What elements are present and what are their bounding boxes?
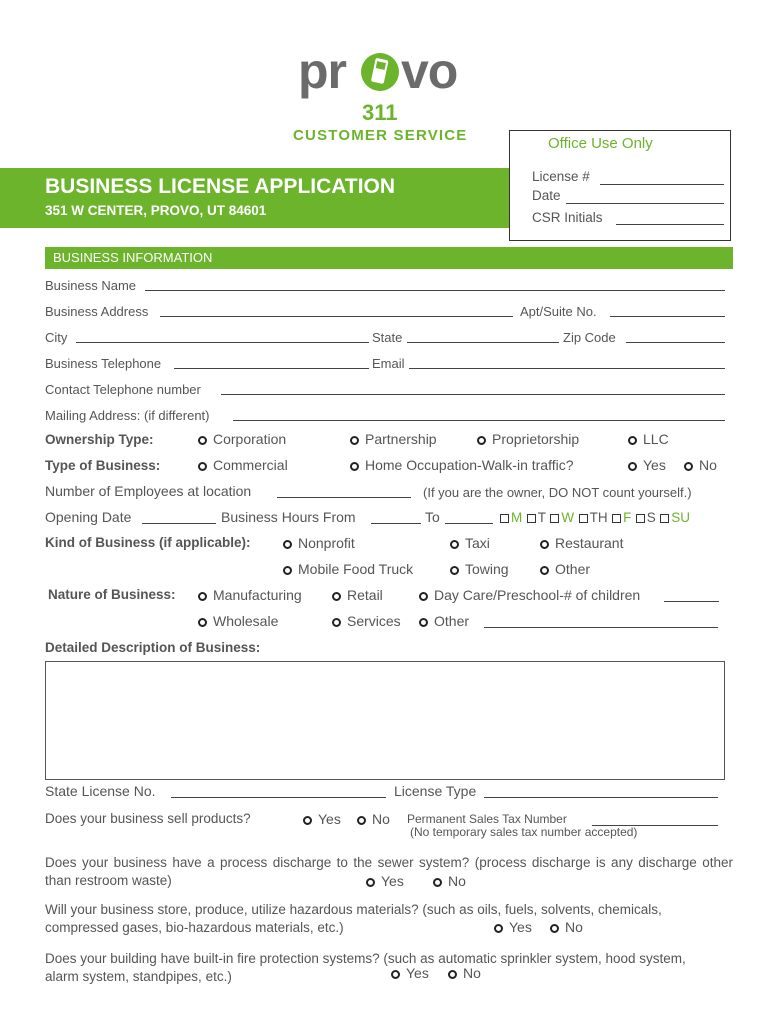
kind-option-taxi[interactable]: Taxi	[450, 535, 490, 551]
type-of-business-label: Type of Business:	[45, 458, 161, 473]
logo-number: 311	[362, 100, 398, 125]
nature-other-line[interactable]	[484, 627, 718, 628]
apt-suite-label: Apt/Suite No.	[520, 304, 597, 319]
fire-protection-no[interactable]: No	[448, 965, 481, 981]
checkbox-icon	[579, 514, 588, 523]
hours-to-line[interactable]	[445, 523, 493, 524]
radio-icon	[550, 924, 559, 933]
city-label: City	[45, 330, 68, 345]
nature-of-business-label: Nature of Business:	[48, 587, 176, 602]
section-bar	[45, 247, 733, 269]
employees-note: (If you are the owner, DO NOT count yourself.)	[423, 485, 692, 500]
zip-label: Zip Code	[563, 330, 616, 345]
radio-icon	[332, 618, 341, 627]
radio-icon	[450, 566, 459, 575]
type-option-commercial[interactable]: Commercial	[198, 457, 288, 473]
csr-initials-label: CSR Initials	[532, 210, 603, 225]
provo-logo-graphic	[298, 42, 478, 102]
business-address-line[interactable]	[160, 316, 513, 317]
nature-option-day-care[interactable]: Day Care/Preschool-# of children	[419, 587, 640, 603]
radio-icon	[350, 436, 359, 445]
checkbox-icon	[500, 514, 509, 523]
fire-protection-question: Does your building have built-in fire protection systems? (such as automatic sprinkler system, hood system, alarm system, standpipes, etc.)	[45, 951, 686, 984]
kind-option-other[interactable]: Other	[540, 561, 590, 577]
hazardous-yes[interactable]: Yes	[494, 919, 532, 935]
radio-icon	[198, 592, 207, 601]
contact-phone-line[interactable]	[221, 394, 725, 395]
state-line[interactable]	[407, 342, 559, 343]
kind-option-nonprofit[interactable]: Nonprofit	[283, 535, 355, 551]
state-label: State	[372, 330, 403, 345]
kind-option-towing[interactable]: Towing	[450, 561, 509, 577]
date-label: Date	[532, 188, 561, 203]
nature-option-manufacturing[interactable]: Manufacturing	[198, 587, 302, 603]
sales-tax-label: Permanent Sales Tax Number	[407, 812, 567, 826]
checkbox-icon	[612, 514, 621, 523]
svg-text:pr: pr	[298, 43, 346, 99]
type-option-home-occupation[interactable]: Home Occupation-Walk-in traffic?	[350, 457, 574, 473]
radio-icon	[366, 878, 375, 887]
city-line[interactable]	[76, 342, 369, 343]
page-title: BUSINESS LICENSE APPLICATION	[45, 175, 396, 198]
walk-in-no[interactable]: No	[684, 457, 717, 473]
days-checkboxes	[500, 509, 690, 527]
day-friday[interactable]: F	[612, 509, 631, 526]
state-license-line[interactable]	[171, 797, 386, 798]
nature-option-wholesale[interactable]: Wholesale	[198, 613, 278, 629]
radio-icon	[198, 436, 207, 445]
date-line[interactable]	[566, 203, 724, 204]
license-number-line[interactable]	[600, 184, 724, 185]
fire-protection-yes[interactable]: Yes	[391, 965, 429, 981]
hazardous-no[interactable]: No	[550, 919, 583, 935]
radio-icon	[540, 540, 549, 549]
title-banner	[0, 168, 509, 228]
radio-icon	[433, 878, 442, 887]
opening-date-label: Opening Date	[45, 509, 132, 525]
day-monday[interactable]: M	[500, 509, 522, 526]
telephone-line[interactable]	[174, 368, 369, 369]
radio-icon	[357, 816, 366, 825]
checkbox-icon	[527, 514, 536, 523]
radio-icon	[391, 970, 400, 979]
radio-icon	[303, 816, 312, 825]
svg-text:vo: vo	[401, 43, 458, 99]
opening-date-line[interactable]	[142, 523, 216, 524]
business-address-label: Business Address	[45, 304, 149, 319]
ownership-option-partnership[interactable]: Partnership	[350, 431, 437, 447]
radio-icon	[540, 566, 549, 575]
office-use-box	[509, 130, 731, 241]
logo-subtitle: CUSTOMER SERVICE	[293, 127, 468, 144]
radio-icon	[198, 618, 207, 627]
hours-from-label: Business Hours From	[221, 509, 356, 525]
radio-icon	[332, 592, 341, 601]
office-use-title: Office Use Only	[548, 135, 653, 152]
employees-line[interactable]	[277, 497, 411, 498]
sewer-question: Does your business have a process discharge to the sewer system? (process discharge is any discharge other than restroom waste)	[45, 855, 733, 888]
day-tuesday[interactable]: T	[527, 509, 546, 526]
day-wednesday[interactable]: W	[550, 509, 574, 526]
radio-icon	[450, 540, 459, 549]
radio-icon	[350, 462, 359, 471]
ownership-option-corporation[interactable]: Corporation	[198, 431, 286, 447]
radio-icon	[283, 540, 292, 549]
ownership-option-proprietorship[interactable]: Proprietorship	[477, 431, 579, 447]
checkbox-icon	[550, 514, 559, 523]
description-textarea[interactable]	[45, 661, 725, 780]
children-count-line[interactable]	[664, 601, 719, 602]
radio-icon	[477, 436, 486, 445]
radio-icon	[448, 970, 457, 979]
nature-option-other[interactable]: Other	[419, 613, 469, 629]
day-saturday[interactable]: S	[636, 509, 656, 526]
license-type-label: License Type	[394, 783, 477, 799]
mailing-address-label: Mailing Address: (if different)	[45, 408, 210, 423]
checkbox-icon	[636, 514, 645, 523]
email-label: Email	[372, 356, 405, 371]
nature-option-retail[interactable]: Retail	[332, 587, 383, 603]
sell-products-no[interactable]: No	[357, 811, 390, 827]
description-label: Detailed Description of Business:	[45, 640, 261, 655]
kind-option-mobile-food-truck[interactable]: Mobile Food Truck	[283, 561, 413, 577]
radio-icon	[198, 462, 207, 471]
provo-logo	[298, 42, 478, 102]
sewer-yes[interactable]: Yes	[366, 873, 404, 889]
license-number-label: License #	[532, 169, 590, 184]
ownership-type-label: Ownership Type:	[45, 432, 154, 447]
employees-label: Number of Employees at location	[45, 483, 252, 499]
zip-line[interactable]	[626, 342, 725, 343]
contact-phone-label: Contact Telephone number	[45, 382, 201, 397]
kind-option-restaurant[interactable]: Restaurant	[540, 535, 623, 551]
sewer-no[interactable]: No	[433, 873, 466, 889]
license-type-line[interactable]	[484, 797, 718, 798]
radio-icon	[684, 462, 693, 471]
business-name-line[interactable]	[145, 290, 725, 291]
hours-from-line[interactable]	[371, 523, 421, 524]
radio-icon	[283, 566, 292, 575]
section-title: BUSINESS INFORMATION	[53, 250, 213, 265]
kind-of-business-label: Kind of Business (if applicable):	[45, 535, 251, 550]
radio-icon	[419, 618, 428, 627]
email-line[interactable]	[409, 368, 725, 369]
day-thursday[interactable]: TH	[579, 509, 608, 526]
apt-suite-line[interactable]	[610, 316, 725, 317]
page-address: 351 W CENTER, PROVO, UT 84601	[45, 203, 267, 218]
checkbox-icon	[660, 514, 669, 523]
state-license-label: State License No.	[45, 783, 156, 799]
sales-tax-note: (No temporary sales tax number accepted)	[410, 825, 638, 839]
radio-icon	[494, 924, 503, 933]
nature-option-services[interactable]: Services	[332, 613, 401, 629]
sell-products-question: Does your business sell products?	[45, 811, 251, 826]
radio-icon	[628, 436, 637, 445]
sell-products-yes[interactable]: Yes	[303, 811, 341, 827]
csr-initials-line[interactable]	[616, 224, 724, 225]
ownership-option-llc[interactable]: LLC	[628, 431, 669, 447]
day-sunday[interactable]: SU	[660, 509, 690, 526]
radio-icon	[419, 592, 428, 601]
business-name-label: Business Name	[45, 278, 137, 293]
hours-to-label: To	[425, 509, 440, 525]
mailing-address-line[interactable]	[233, 420, 725, 421]
radio-icon	[628, 462, 637, 471]
hazardous-question: Will your business store, produce, utilize hazardous materials? (such as oils, fuels, solvents, chemicals, compressed gases, bio-hazardous materials, etc.)	[45, 902, 662, 935]
walk-in-yes[interactable]: Yes	[628, 457, 666, 473]
telephone-label: Business Telephone	[45, 356, 162, 371]
